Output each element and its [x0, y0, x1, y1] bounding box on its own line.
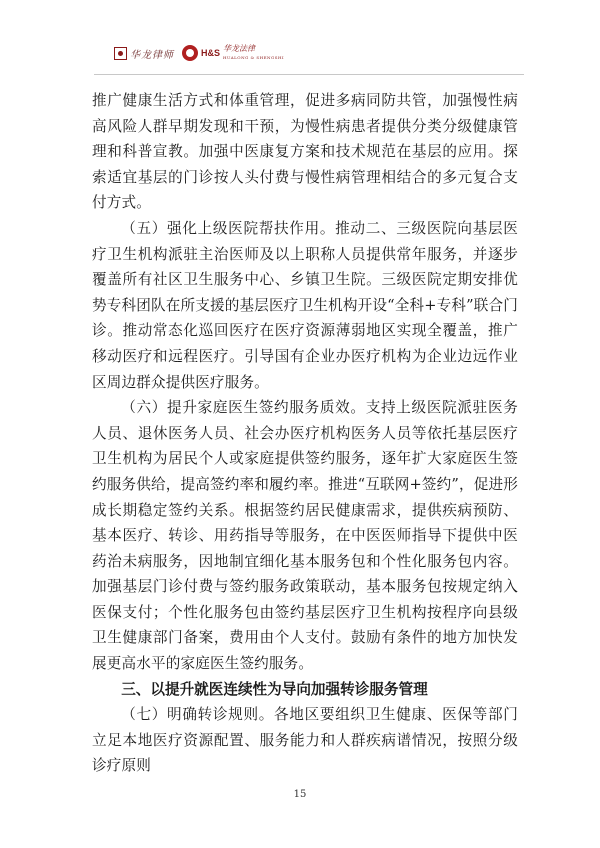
hualong-logo [114, 46, 174, 61]
hs-logo-en: HUALONG & SHENGSHI [223, 55, 285, 60]
document-body [92, 88, 518, 779]
hs-logo [182, 44, 284, 62]
paragraph-section-6: （六）提升家庭医生签约服务质效。支持上级医院派驻医务人员、退休医务人员、社会办医疗机构医务人员等依托基层医疗卫生机构为居民个人或家庭提供签约服务，逐年扩大家庭医生签约服务供给，提高签约率和履约率。推进“互联网+签约”，促进形成长期稳定签约关系。根据签约居民健康需求，提供疾病预防、基本医疗、转诊、用药指导等服务，在中医医师指导下提供中医药治未病服务，因地制宜细化基本服务包和个性化服务包内容。加强基层门诊付费与签约服务政策联动，基本服务包按规定纳入医保支付；个性化服务包由签约基层医疗卫生机构按程序向县级卫生健康部门备案，费用由个人支付。鼓励有条件的地方加快发展更高水平的家庭医生签约服务。 [92, 399, 518, 673]
paragraph-section-5: （五）强化上级医院帮扶作用。推动二、三级医院向基层医疗卫生机构派驻主治医师及以上职称人员提供常年服务，并逐步覆盖所有社区卫生服务中心、乡镇卫生院。三级医院定期安排优势专科团队在所支援的基层医疗卫生机构开设“全科+专科”联合门诊。推动常态化巡回医疗在医疗资源薄弱地区实现全覆盖，推广移动医疗和远程医疗。引导国有企业办医疗机构为企业边远作业区周边群众提供医疗服务。 [92, 219, 518, 391]
hs-logo-text: H&S [201, 48, 221, 58]
hualong-logo-icon [114, 47, 127, 60]
page-number: 15 [293, 789, 307, 800]
paragraph-continuation: 推广健康生活方式和体重管理，促进多病同防共管，加强慢性病高风险人群早期发现和干预，为慢性病患者提供分类分级健康管理和科普宣教。加强中医康复方案和技术规范在基层的应用。探索适宜基层的门诊按人头付费与慢性病管理相结合的多元复合支付方式。 [92, 92, 518, 212]
hs-logo-cn: 华龙法律 [223, 44, 256, 53]
page-header [114, 44, 284, 62]
hs-logo-icon [182, 45, 198, 61]
header-divider [94, 74, 524, 75]
paragraph-section-7: （七）明确转诊规则。各地区要组织卫生健康、医保等部门立足本地医疗资源配置、服务能力和人群疾病谱情况，按照分级诊疗原则 [92, 706, 518, 775]
hualong-logo-text: 华龙律师 [130, 49, 174, 61]
section-heading-3: 三、以提升就医连续性为导向加强转诊服务管理 [121, 680, 428, 698]
hs-logo-subtext [223, 44, 284, 62]
